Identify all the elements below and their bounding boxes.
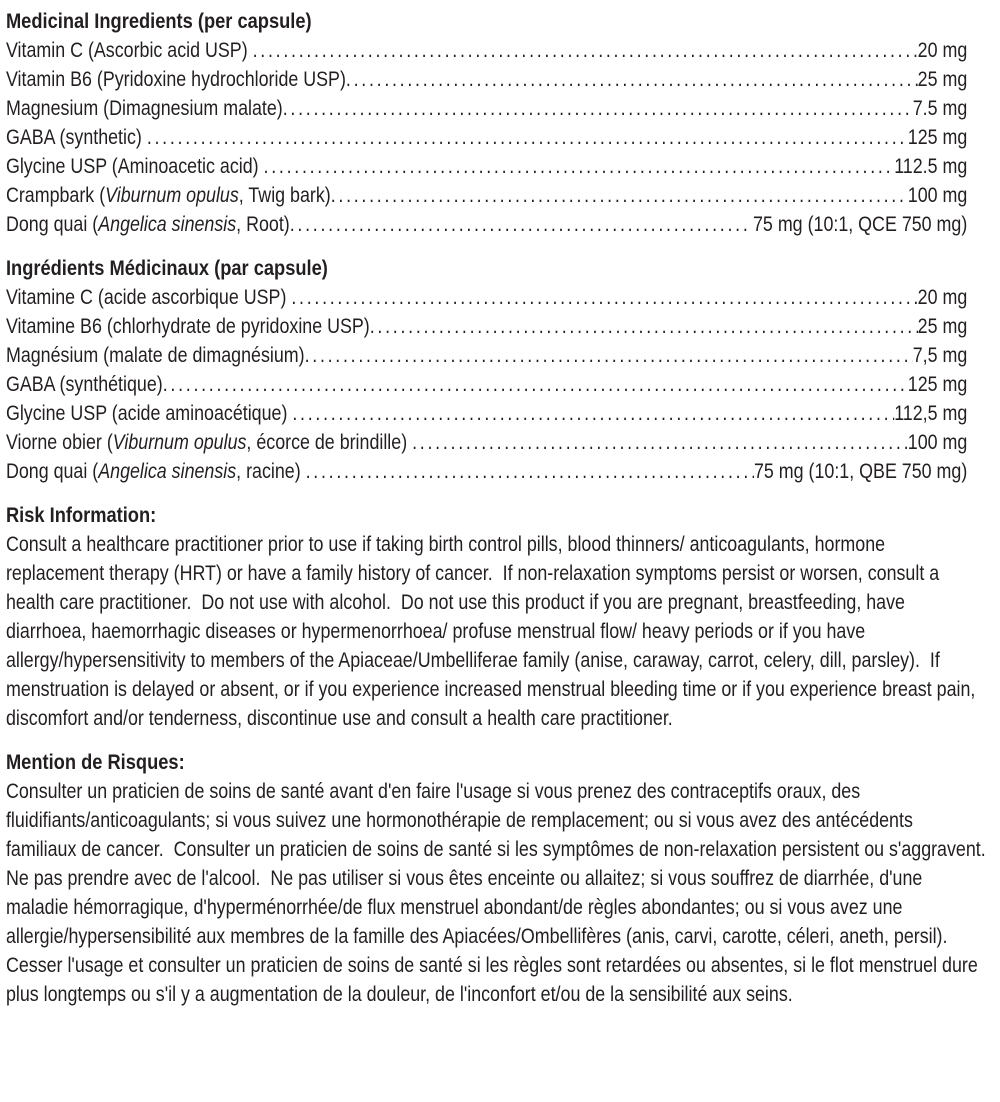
dot-leader [305,341,913,370]
ingredient-name: Dong quai (Angelica sinensis, racine) [5,460,306,483]
dot-leader [283,94,913,123]
ingredient-row [6,152,988,181]
dot-leader [370,312,918,341]
dot-leader [292,399,894,428]
ingredient-amount: 112,5 mg [894,402,968,425]
ingredient-row [6,65,988,94]
dot-leader [290,210,748,239]
ingredient-name: Dong quai (Angelica sinensis, Root) [5,213,290,236]
section-risk-information-fr [5,748,996,1009]
ingredient-amount: 7.5 mg [912,97,968,120]
ingredient-row [6,36,988,65]
ingredient-name: Magnésium (malate de dimagnésium) [5,344,305,367]
ingredient-row [6,341,988,370]
ingredient-name: Vitamin B6 (Pyridoxine hydrochloride USP) [5,68,346,91]
heading-risk-information-fr: Mention de Risques: [5,750,185,774]
ingredient-amount: 100 mg [907,431,968,454]
ingredient-row [6,457,988,486]
ingredient-amount: 20 mg [917,39,968,62]
ingredient-row [6,123,988,152]
section-medicinal-ingredients-fr [6,254,988,486]
ingredient-row [6,283,988,312]
ingredient-amount: 125 mg [907,126,968,149]
ingredient-name: Glycine USP (acide aminoacétique) [5,402,293,425]
ingredient-name: Vitamine B6 (chlorhydrate de pyridoxine USP) [5,315,370,338]
ingredient-row [6,181,988,210]
ingredient-list-en [6,36,988,239]
heading-medicinal-ingredients-en: Medicinal Ingredients (per capsule) [5,9,312,33]
ingredient-row [6,428,988,457]
ingredient-amount: 25 mg [917,68,968,91]
ingredient-row [6,370,988,399]
ingredient-amount: 75 mg (10:1, QCE 750 mg) [748,213,968,236]
ingredient-amount: 20 mg [917,286,968,309]
heading-risk-information-en: Risk Information: [5,503,157,527]
ingredient-list-fr [6,283,988,486]
ingredient-amount: 125 mg [907,373,968,396]
section-medicinal-ingredients-en [6,7,988,239]
section-risk-information-en [6,501,988,733]
ingredient-row [6,399,988,428]
ingredient-amount: 112.5 mg [894,155,968,178]
dot-leader [163,370,908,399]
botanical-name-italic: Viburnum opulus [105,184,239,207]
ingredient-name: Glycine USP (Aminoacetic acid) [5,155,264,178]
ingredient-amount: 25 mg [917,315,968,338]
dot-leader [306,457,754,486]
dot-leader [291,283,917,312]
dot-leader [346,65,918,94]
risk-information-text-fr: Consulter un praticien de soins de santé avant d'en faire l'usage si vous prenez des contraceptifs oraux, des fluidifiants/anticoagulants; si vous suivez une hormonothérapie de remplacement; ou si vous avez des antécédents familiaux de cancer. Consulter un praticien de soins de santé si les symptômes de non-relaxation persistent ou s'aggravent. Ne pas prendre avec de l'alcool. Ne pas utiliser si vous êtes enceinte ou allaitez; si vous souffrez de diarrhée, d'une maladie hémorragique, d'hyperménorrhée/de flux menstruel abondant/de règles abondantes; ou si vous avez une allergie/hypersensibilité aux membres de la famille des Apiacées/Ombellifères (anis, carvi, carotte, céleri, aneth, persil). Cesser l'usage et consulter un praticien de soins de santé si les règles sont retardées ou absentes, si le flot menstruel dure plus longtemps ou s'il y a augmentation de la douleur, de l'inconfort et/ou de la sensibilité aux seins. [5,780,996,1006]
dot-leader [331,181,908,210]
ingredient-amount: 100 mg [907,184,968,207]
ingredient-row [6,94,988,123]
botanical-name-italic: Angelica sinensis [98,213,237,236]
ingredient-name: Crampbark (Viburnum opulus, Twig bark) [5,184,331,207]
ingredient-name: Magnesium (Dimagnesium malate) [5,97,283,120]
dot-leader [412,428,908,457]
heading-medicinal-ingredients-fr: Ingrédients Médicinaux (par capsule) [5,256,328,280]
ingredient-amount: 75 mg (10:1, QBE 750 mg) [753,460,968,483]
risk-information-text-en: Consult a healthcare practitioner prior to use if taking birth control pills, blood thinners/ anticoagulants, hormone replacement therapy (HRT) or have a family history of cancer. If non-relaxation symptoms persist or worsen, consult a health care practitioner. Do not use with alcohol. Do not use this product if you are pregnant, breastfeeding, have diarrhoea, haemorrhagic diseases or hypermenorrhoea/ profuse menstrual flow/ heavy periods or if you have allergy/hypersensitivity to members of the Apiaceae/Umbelliferae family (anise, caraway, carrot, celery, dill, parsley). If menstruation is delayed or absent, or if you experience increased menstrual bleeding time or if you experience breast pain, discomfort and/or tenderness, discontinue use and consult a health care practitioner. [5,533,981,730]
ingredient-row [6,210,988,239]
botanical-name-italic: Angelica sinensis [98,460,237,483]
ingredient-name: Vitamine C (acide ascorbique USP) [5,286,292,309]
ingredient-row [6,312,988,341]
botanical-name-italic: Viburnum opulus [112,431,247,454]
ingredient-name: Viorne obier (Viburnum opulus, écorce de brindille) [5,431,413,454]
ingredient-name: Vitamin C (Ascorbic acid USP) [5,39,253,62]
ingredient-name: GABA (synthétique) [5,373,163,396]
ingredient-name: GABA (synthetic) [5,126,147,149]
dot-leader [147,123,908,152]
dot-leader [264,152,895,181]
dot-leader [253,36,918,65]
ingredient-amount: 7,5 mg [912,344,968,367]
